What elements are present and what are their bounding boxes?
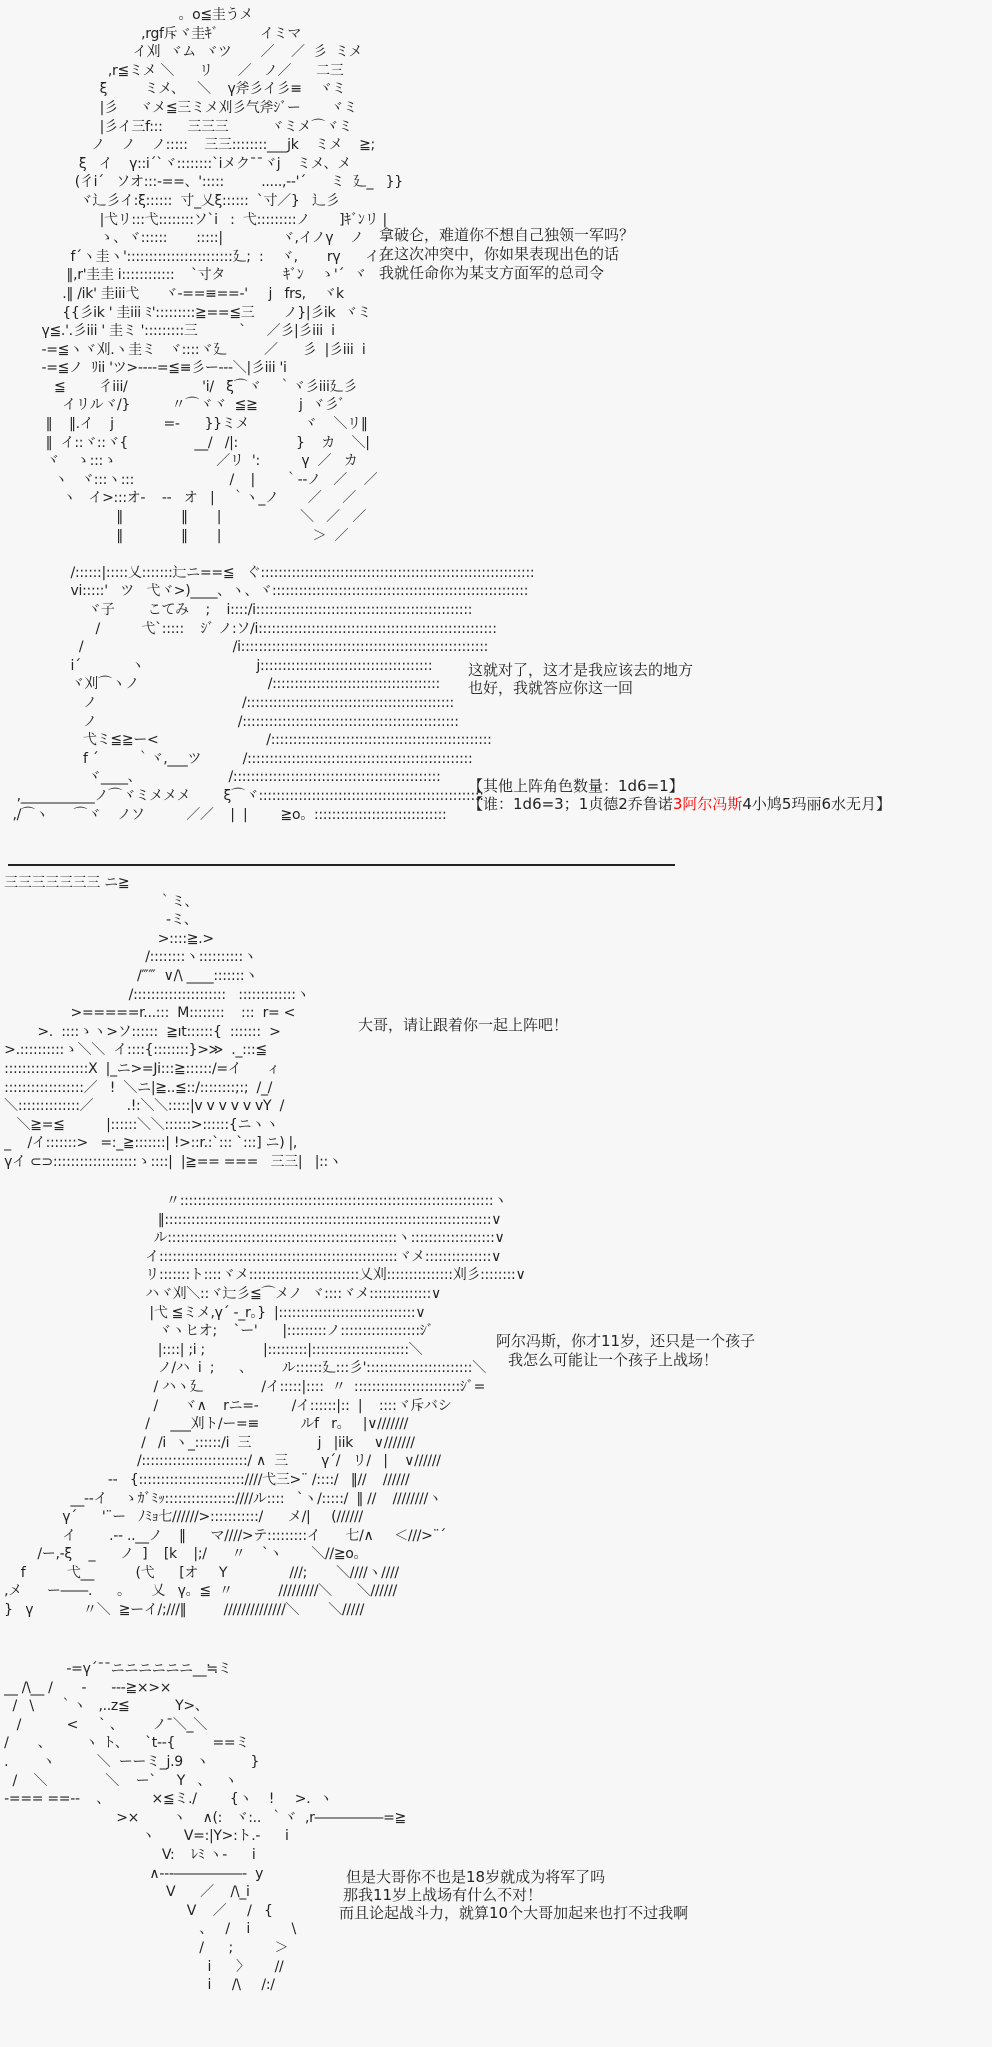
ascii-art-line: ::::::::::::::::::／ ! ＼ニ|≧..≦::/::::::::;:; /_/: [0, 1079, 273, 1096]
ascii-art-line: ヽ ヾ:::ヽ::: / | ｀--ノ ／ ／: [0, 471, 378, 488]
ascii-art-line: イリルヾ/} 〃⌒ヾヾ ≦≧ j ヾ彡ﾞ: [0, 397, 346, 414]
ascii-art-scene1: [0, 6, 534, 824]
ascii-art-line: } ү 〃＼ ≧ーイ/;///‖ //////////////＼ ＼/////: [0, 1602, 365, 1619]
ascii-art-line: . ヽ ＼ ーーミ_j.9 ヽ }: [0, 1753, 260, 1770]
ascii-art-line: 、 / i \: [0, 1921, 296, 1938]
ascii-art-line: ‖::::::::::::::::::::::::::::::::::::::::::::::::::::::::::::::::::::::::::∨: [0, 1211, 502, 1228]
ascii-art-line: ‖ ‖.イ j =- }}ミメ ヾ ＼リ‖: [0, 416, 368, 433]
ascii-art-line: -- {::::::::::::::::::::::::////弋三>¨ /::::/ ‖// //////: [0, 1471, 410, 1488]
section-divider: [8, 864, 675, 866]
ascii-art-line: i /\ /:/: [0, 1977, 275, 1994]
ascii-art-scene3: [0, 1192, 525, 1620]
ascii-art-line: ヽ V=:|Y>:ト.- i: [0, 1828, 289, 1845]
ascii-art-line: /ー,‐ξ _ ノ ] [k |;/ 〃 `ヽ ＼//≧o。: [0, 1546, 368, 1563]
ascii-art-line: ヽ イ>:::オ- -- オ | ｀ヽ_ノ ／ ／: [0, 490, 356, 507]
ascii-art-line: /‴‴ ∨/\ ____:::::::ヽ: [0, 967, 258, 984]
ascii-art-line: ,/⌒ヽ ⌒ヾ ノソ ／／ | | ≧o。::::::::::::::::::::::::::::::: [0, 806, 447, 823]
ascii-art-line: -=== ==-- 、 ×≦ミ./ {ヽ ! >. ヽ: [0, 1791, 333, 1808]
ascii-art-line: リ:::::::ト::::ヾメ:::::::::::::::::::::::::乂刈:::::::::::::::刈彡::::::::∨: [0, 1267, 526, 1284]
ascii-art-line: ノ/ハ i ; 、 ル::::::廴:::彡'::::::::::::::::::::::::＼: [0, 1360, 486, 1377]
ascii-art-line: / ヾ∧ rニ=- /イ::::::|:: | ::::ヾ斥バシ: [0, 1397, 452, 1414]
ascii-art-line: / \ ｀ヽ ,..z≦ Y>、: [0, 1698, 209, 1715]
ascii-art-line: vi:::::' ツ 弋ヾ>)____、ヽ、ヾ::::::::::::::::::::::::::::::::::::::::::::::::::::::::::: [0, 583, 529, 600]
ascii-art-line: __ /\__ / - ---≧×>×: [0, 1679, 172, 1696]
ascii-art-line: 。o≦圭うメ: [0, 7, 253, 23]
ascii-art-line: / ＼ ＼ ー` Y 、 ヽ: [0, 1772, 238, 1789]
ascii-art-line: |彡イ三f::: 三三三 ヾミメ⌒ヾミ: [0, 118, 353, 135]
ascii-art-line: ｀ミ、: [0, 893, 199, 910]
ascii-art-line: / /i ヽ_::::::/i 三 j |iik ∨///////: [0, 1434, 415, 1451]
dialogue-line: 我怎么可能让一个孩子上战场！: [508, 1351, 719, 1369]
ascii-art-line: / ; ＞: [0, 1939, 289, 1956]
ascii-art-line: ү´ '¨ー ﾉﾐｮ七//////>:::::::::::/ メ/| (//////: [0, 1509, 363, 1526]
ascii-art-line: V ／ /\_i: [0, 1884, 250, 1901]
ascii-art-line: / /i::::::::::::::::::::::::::::::::::::::::::::::::::::::::: [0, 639, 489, 656]
ascii-art-line: f´ヽ圭ヽ'::::::::::::::::::::::::廴; : ヾ, rү イ／: [0, 248, 393, 265]
ascii-art-line: ノ ノ ノ::::: 三三::::::::___jk ミメ ≧;: [0, 137, 375, 154]
ascii-art-line: ヾヽヒオ; `ー' |:::::::::ノ::::::::::::::::::ｼﾞ: [0, 1323, 434, 1340]
dialogue-line: 大哥，请让跟着你一起上阵吧！: [358, 1016, 569, 1034]
ascii-art-line: i 〉 //: [0, 1958, 284, 1975]
ascii-art-line: |弋リ:::弋::::::::ソ`i : 弋:::::::::ノ ]ｷﾞﾝリ |: [0, 211, 387, 228]
ascii-art-line: ‖,r'圭圭 i:::::::::::: `寸タ ｷﾞﾝ ゝ'´ ヾ: [0, 267, 367, 284]
ascii-art-line: ,メ ー――. 。 乂 ү。≦ 〃 /////////＼ ＼//////: [0, 1583, 397, 1600]
ascii-art-line: /::::::|:::::乂:::::::辷ニ==≦ ぐ::::::::::::::::::::::::::::::::::::::::::::::::::::::::::::::: [0, 564, 535, 581]
ascii-art-line: ノ /:::::::::::::::::::::::::::::::::::::::::::::::::: [0, 713, 459, 730]
roll-prefix: 【谁：1d6=3；1贞德2乔鲁诺: [468, 795, 673, 813]
dice-roll-count: 【其他上阵角色数量：1d6=1】: [468, 777, 684, 795]
ascii-art-line: >::::≧.>: [0, 930, 214, 947]
ascii-art-line: イ刈 ヾム ヾツ ／ ／ 彡 ミメ: [0, 44, 363, 61]
ascii-art-scene2: [0, 874, 342, 1172]
dialogue-line: 阿尔冯斯，你才11岁，还只是一个孩子: [496, 1332, 756, 1350]
ascii-art-line: / < ` 、 ノ¯＼_＼: [0, 1716, 207, 1733]
ascii-art-line: /::::::::ヽ::::::::::ヽ: [0, 949, 257, 966]
ascii-art-line: [0, 545, 534, 564]
dialogue-line: 这就对了，这才是我应该去的地方: [468, 661, 694, 679]
ascii-art-line: -=≦ノ ﾘii 'ツ>----=≦≡彡ー---＼|彡iii 'i: [0, 360, 287, 377]
roll-suffix: 4小鸠5玛丽6水无月】: [742, 795, 891, 813]
ascii-art-line: /::::::::::::::::::::: :::::::::::::ヽ: [0, 986, 310, 1003]
dialogue-line: 也好，我就答应你这一回: [468, 679, 634, 697]
ascii-art-line: f 弋__ (弋 [オ Y ///; ＼////ヽ////: [0, 1564, 399, 1581]
ascii-art-line: ヾ刈⌒ヽノ /::::::::::::::::::::::::::::::::::::::: [0, 676, 440, 693]
ascii-art-line: >=====r...::: M:::::::: ::: r= <: [0, 1005, 296, 1022]
ascii-art-line: ＼≧=≦ |::::::＼＼::::::>::::::{ニヽヽ: [0, 1116, 279, 1133]
ascii-art-line: |::::| ;i ; |:::::::::|::::::::::::::::::::::＼: [0, 1341, 423, 1358]
ascii-art-line: / 、 ヽ ト、 `t--{ ==ミ: [0, 1735, 250, 1752]
dialogue-line: 在这次冲突中，你如果表现出色的话: [379, 245, 620, 263]
ascii-art-line: {{彡ik ' 圭iii ﾐ':::::::::≧==≦三 ノ}|彡ik ヾミ: [0, 304, 372, 321]
ascii-art-line: ү≦.'.彡iii ' 圭ミ ':::::::::三 ` ／彡|彡iii i: [0, 323, 335, 340]
ascii-art-line: үイ ⊂⊃:::::::::::::::::::ゝ::::| |≧== === 三三| |::ヽ: [0, 1153, 342, 1170]
ascii-art-line: / ハヽ廴 /イ:::::|:::: 〃 ::::::::::::::::::::::::ｼﾞ=: [0, 1378, 486, 1395]
ascii-art-line: ノ /:::::::::::::::::::::::::::::::::::::::::::::::: [0, 694, 454, 711]
ascii-art-line: V: ﾚﾐ ヽ- i: [0, 1846, 256, 1863]
ascii-art-line: イ::::::::::::::::::::::::::::::::::::::::::::::::::::::ヾメ:::::::::::::::∨: [0, 1248, 502, 1265]
ascii-art-line: __--イ ゝｶﾞﾐｯ::::::::::::::::////ル:::: `ヽ/:::::/ ‖ // ////////ヽ: [0, 1490, 442, 1507]
ascii-art-line: ‖ ‖ | ＼ ／ ／: [0, 509, 367, 526]
dialogue-line: 但是大哥你不也是18岁就成为将军了吗: [346, 1868, 606, 1886]
ascii-art-line: ≦ 彳iii/ 'i/ ξ⌒ヾ ｀ヾ彡iii廴彡: [0, 378, 357, 395]
ascii-art-line: ヾ ゝ:::ゝ ／リ ': ү ／ カ: [0, 453, 358, 470]
ascii-art-line: ,r≦ミメ ＼ リ ／ ノ／ 二三: [0, 62, 344, 79]
ascii-art-scene4: [0, 1660, 406, 1995]
ascii-art-line: ヾ____、 /:::::::::::::::::::::::::::::::::::::::::::::::: [0, 769, 441, 786]
ascii-art-line: >. ::::ゝヽ>ソ:::::: ≧ıt::::::{ ::::::: >: [0, 1023, 281, 1040]
dialogue-line: 而且论起战斗力，就算10个大哥加起来也打不过我啊: [339, 1904, 689, 1922]
ascii-art-line: V ／ / {: [0, 1902, 273, 1919]
dialogue-line: 我就任命你为某支方面军的总司令: [379, 264, 605, 282]
ascii-art-line: :::::::::::::::::::X |_ニ>=Ji:::≧::::::/=イ ィ: [0, 1060, 281, 1077]
ascii-art-line: f ´ ｀ヾ,___ツ /:::::::::::::::::::::::::::::::::::::::::::::::::::: [0, 750, 473, 767]
ascii-art-line: >× ヽ ∧(: ヾ:.. ｀ヾ ,r―――――=≧: [0, 1809, 406, 1826]
ascii-art-line: ∧---―――――‐ y: [0, 1865, 264, 1882]
ascii-art-line: ヾ辶彡イ:ξ:::::: 寸_乂ξ:::::: `寸／} 辶彡: [0, 192, 340, 209]
ascii-art-line: i´ ヽ j:::::::::::::::::::::::::::::::::::::::: [0, 657, 433, 674]
roll-highlight: 3阿尔冯斯: [672, 795, 743, 813]
ascii-art-line: ,rgf斥ヾ圭ｷﾞ イミマ: [0, 25, 302, 42]
ascii-art-line: .‖ /ik' 圭iii弋 ヾ-==≡==-' j frs, ヾk: [0, 285, 344, 302]
dialogue-line: 那我11岁上战场有什么不对！: [343, 1886, 543, 1904]
ascii-art-line: |彡 ヾメ≦三ミメ刈彡气斧ｼﾞー ヾミ: [0, 99, 358, 116]
ascii-art-line: _ /イ:::::::> =:_≧:::::::| !>::r.:`::: `:::] ニ) |,: [0, 1135, 298, 1152]
ascii-art-line: ,___________ノ⌒ヾミメメメ ξ⌒ヾ:::::::::::::::::::::::::::::::::::::::::::::::::::: [0, 787, 484, 804]
ascii-art-line: |弋 ≦ミメ,ү´ -_r。} |:::::::::::::::::::::::::::::::∨: [0, 1304, 426, 1321]
ascii-art-line: 弋ミ≦≧ー< /::::::::::::::::::::::::::::::::::::::::::::::::::: [0, 732, 492, 749]
dialogue-line: 拿破仑，难道你不想自己独领一军吗？: [379, 226, 635, 244]
ascii-art-line: (彳i´ ソオ:::-==、'::::: .....,-‐'´ ミ 廴_ }}: [0, 174, 403, 191]
ascii-art-line: 〃:::::::::::::::::::::::::::::::::::::::::::::::::::::::::::::::::::::::ヽ: [0, 1193, 508, 1209]
ascii-art-line: ‖ ‖ | ＞ ／: [0, 527, 349, 544]
ascii-art-line: ゝ、ヾ:::::: :::::| ヾ,イノү ノ: [0, 230, 364, 247]
ascii-art-line: / ___刈ト/ー=≡ ルf r。 |∨///////: [0, 1416, 409, 1433]
ascii-art-line: / 弋`::::: ｼﾞ ノ:ソ/i::::::::::::::::::::::::::::::::::::::::::::::::::::::: [0, 620, 497, 637]
dice-roll-who: [468, 795, 891, 813]
ascii-art-line: ＼::::::::::::::／ .!:＼＼:::::|v v v v v vY /: [0, 1098, 284, 1115]
ascii-art-line: -=ү´¯¯ニニニニニニ__≒ミ: [0, 1661, 232, 1677]
ascii-art-line: ハヾ刈＼::ヾ辷彡≦⌒メノ ヾ::::ヾメ::::::::::::::∨: [0, 1285, 441, 1302]
ascii-art-line: ξ ミメ、 ＼ ү斧彡イ彡≡ ヾミ: [0, 81, 346, 98]
ascii-art-line: ヾ子 こてみ ; i::::/i:::::::::::::::::::::::::::::::::::::::::::::::::: [0, 602, 473, 618]
ascii-art-line: -=≦ヽヾ刈.ヽ圭ミ ヾ::::ヾ廴 ／ 彡 |彡iii i: [0, 341, 366, 358]
ascii-art-line: /::::::::::::::::::::::::/ ∧ 三 ү´/ リ/ | ∨//////: [0, 1453, 441, 1470]
ascii-art-line: 三三三三三三三 ニ≧: [0, 875, 130, 891]
ascii-art-line: ル::::::::::::::::::::::::::::::::::::::::::::::::::::ヽ:::::::::::::::::::∨: [0, 1230, 505, 1247]
ascii-art-line: イ .-- ..__ノ ‖ マ////>テ:::::::::イ 七/∧ ＜///>¨´: [0, 1527, 447, 1544]
ascii-art-line: >.::::::::::ゝ＼＼ イ::::{::::::::}>≫ ._:::≦: [0, 1042, 267, 1059]
ascii-art-line: ‐ミ、: [0, 912, 198, 929]
ascii-art-line: ‖ イ::ヾ::ヾ{ __/ /|: } カ ＼|: [0, 434, 370, 451]
ascii-art-line: ξ イ ү::i´`ヾ::::::::`iメク¯¯ヾj ミメ、メ: [0, 155, 351, 172]
